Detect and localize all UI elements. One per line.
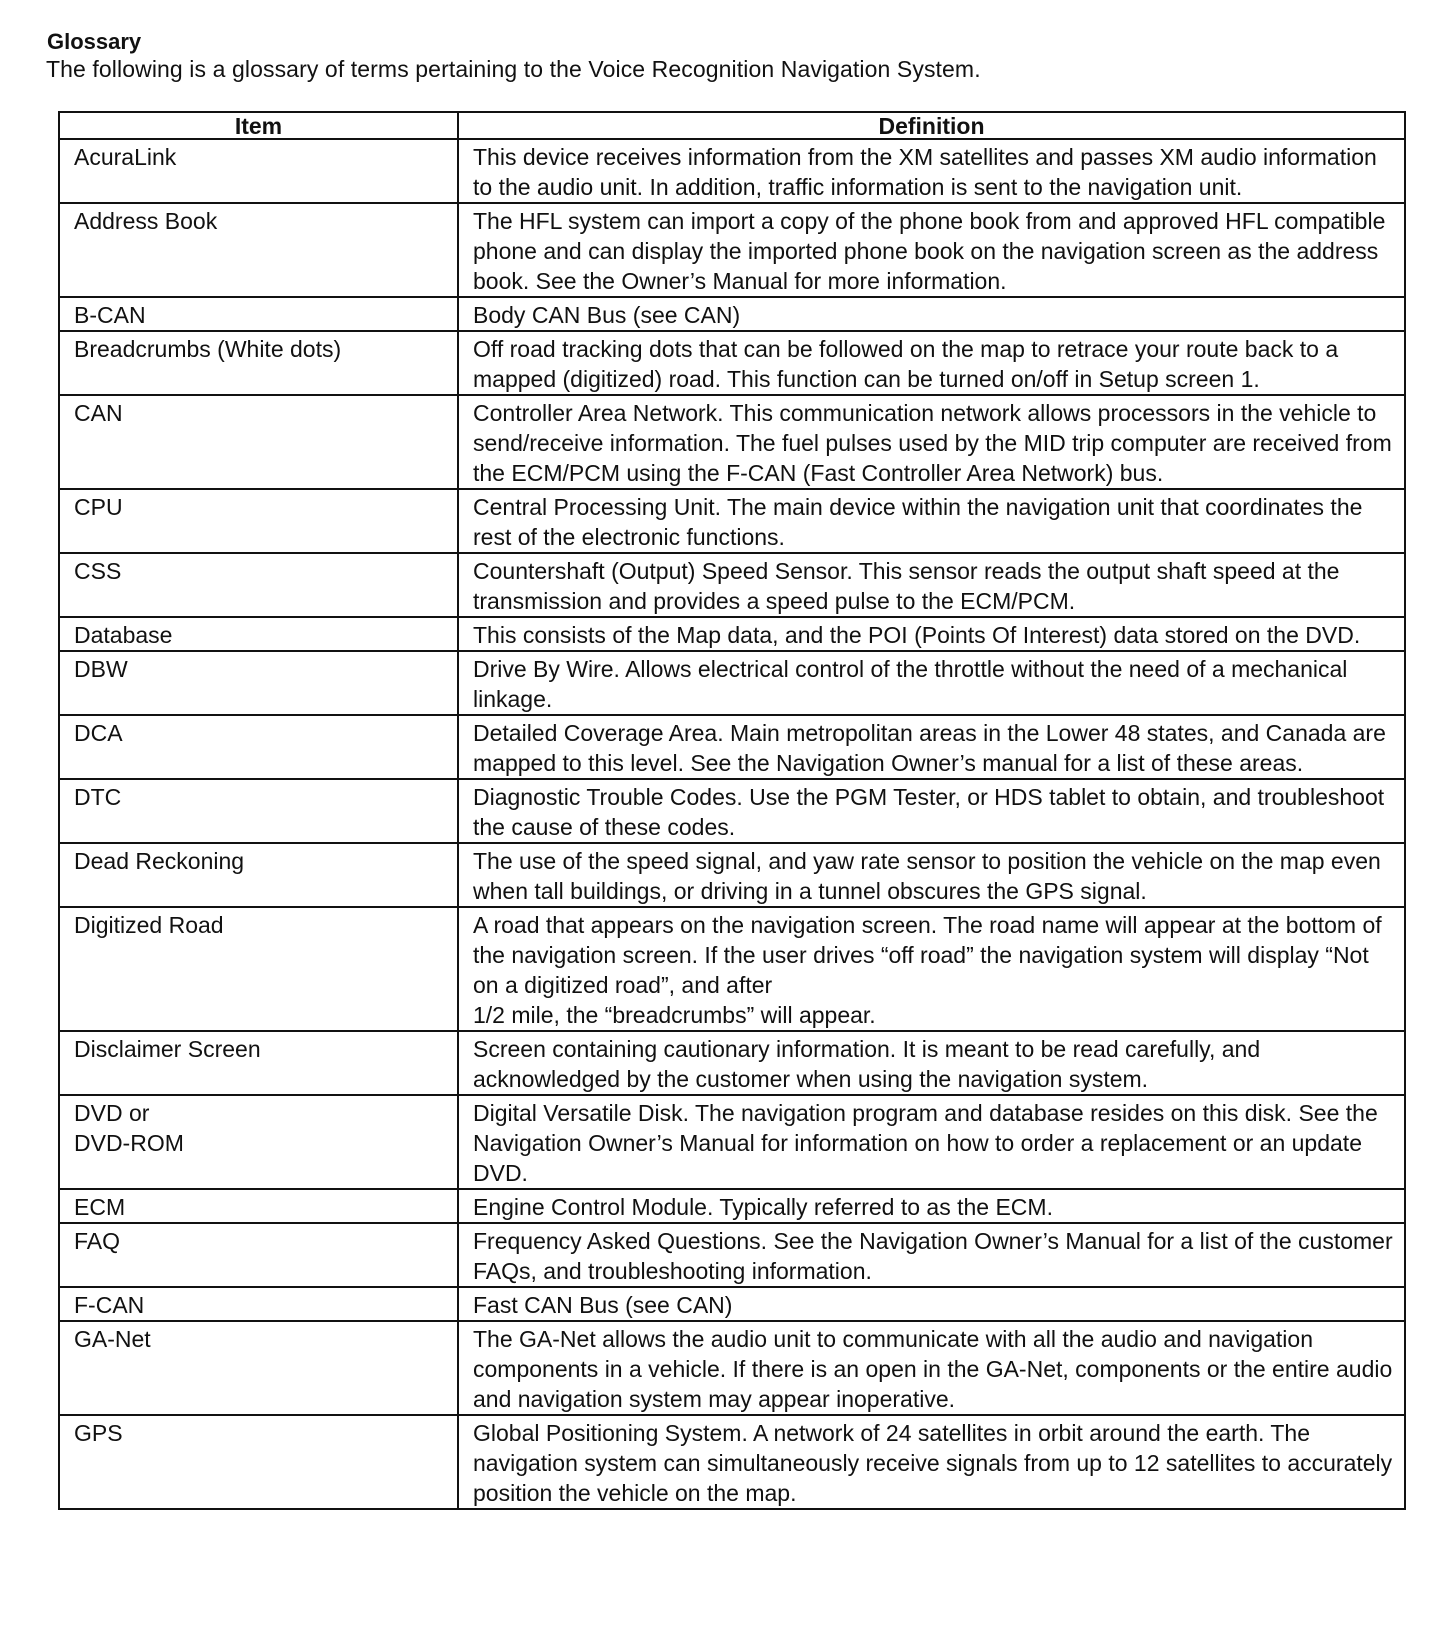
- table-row: [59, 843, 1405, 907]
- table-row: [59, 907, 1405, 1031]
- definition-cell: The HFL system can import a copy of the phone book from and approved HFL compatible phone and can display the imported phone book on the navigation screen as the address book. See the Owner’s Manual for more information.: [458, 203, 1405, 297]
- table-row: [59, 297, 1405, 331]
- definition-cell: Digital Versatile Disk. The navigation program and database resides on this disk. See the Navigation Owner’s Manual for information on how to order a replacement or an update DVD.: [458, 1095, 1405, 1189]
- term-cell: Database: [59, 617, 458, 651]
- term-cell: FAQ: [59, 1223, 458, 1287]
- table-row: [59, 1095, 1405, 1189]
- definition-cell: The GA-Net allows the audio unit to communicate with all the audio and navigation components in a vehicle. If there is an open in the GA-Net, components or the entire audio and navigation system may appear inoperative.: [458, 1321, 1405, 1415]
- column-header-definition: Definition: [458, 112, 1405, 139]
- term-cell: F-CAN: [59, 1287, 458, 1321]
- table-row: [59, 203, 1405, 297]
- term-cell: Address Book: [59, 203, 458, 297]
- term-cell: Disclaimer Screen: [59, 1031, 458, 1095]
- table-row: [59, 1189, 1405, 1223]
- term-cell: GPS: [59, 1415, 458, 1509]
- glossary-body: [59, 139, 1405, 1509]
- table-row: [59, 139, 1405, 203]
- definition-cell: Body CAN Bus (see CAN): [458, 297, 1405, 331]
- definition-cell: Detailed Coverage Area. Main metropolitan areas in the Lower 48 states, and Canada are mapped to this level. See the Navigation Owner’s manual for a list of these areas.: [458, 715, 1405, 779]
- term-cell: CAN: [59, 395, 458, 489]
- term-cell: DTC: [59, 779, 458, 843]
- table-row: [59, 1321, 1405, 1415]
- definition-cell: Fast CAN Bus (see CAN): [458, 1287, 1405, 1321]
- intro-text: The following is a glossary of terms pertaining to the Voice Recognition Navigation System.: [46, 56, 981, 82]
- term-cell: DBW: [59, 651, 458, 715]
- term-cell: CSS: [59, 553, 458, 617]
- term-cell: DVD or DVD-ROM: [59, 1095, 458, 1189]
- definition-cell: Central Processing Unit. The main device within the navigation unit that coordinates the rest of the electronic functions.: [458, 489, 1405, 553]
- table-row: [59, 651, 1405, 715]
- definition-cell: This consists of the Map data, and the POI (Points Of Interest) data stored on the DVD.: [458, 617, 1405, 651]
- table-row: [59, 1031, 1405, 1095]
- table-row: [59, 395, 1405, 489]
- definition-cell: Engine Control Module. Typically referred to as the ECM.: [458, 1189, 1405, 1223]
- term-cell: Digitized Road: [59, 907, 458, 1031]
- definition-cell: Screen containing cautionary information. It is meant to be read carefully, and acknowledged by the customer when using the navigation system.: [458, 1031, 1405, 1095]
- term-cell: DCA: [59, 715, 458, 779]
- definition-cell: Diagnostic Trouble Codes. Use the PGM Tester, or HDS tablet to obtain, and troubleshoot the cause of these codes.: [458, 779, 1405, 843]
- definition-cell: Off road tracking dots that can be followed on the map to retrace your route back to a mapped (digitized) road. This function can be turned on/off in Setup screen 1.: [458, 331, 1405, 395]
- term-cell: Breadcrumbs (White dots): [59, 331, 458, 395]
- table-row: [59, 1415, 1405, 1509]
- definition-cell: Drive By Wire. Allows electrical control of the throttle without the need of a mechanical linkage.: [458, 651, 1405, 715]
- glossary-table: [58, 111, 1406, 1510]
- column-header-item: Item: [59, 112, 458, 139]
- definition-cell: Frequency Asked Questions. See the Navigation Owner’s Manual for a list of the customer FAQs, and troubleshooting information.: [458, 1223, 1405, 1287]
- definition-cell: Controller Area Network. This communication network allows processors in the vehicle to send/receive information. The fuel pulses used by the MID trip computer are received from the ECM/PCM using the F-CAN (Fast Controller Area Network) bus.: [458, 395, 1405, 489]
- definition-cell: This device receives information from the XM satellites and passes XM audio information to the audio unit. In addition, traffic information is sent to the navigation unit.: [458, 139, 1405, 203]
- definition-cell: A road that appears on the navigation screen. The road name will appear at the bottom of the navigation screen. If the user drives “off road” the navigation system will display “Not on a digitized road”, and after 1/2 mile, the “breadcrumbs” will appear.: [458, 907, 1405, 1031]
- term-cell: Dead Reckoning: [59, 843, 458, 907]
- table-row: [59, 1287, 1405, 1321]
- term-cell: AcuraLink: [59, 139, 458, 203]
- page-title: Glossary: [47, 29, 142, 54]
- definition-cell: Countershaft (Output) Speed Sensor. This sensor reads the output shaft speed at the transmission and provides a speed pulse to the ECM/PCM.: [458, 553, 1405, 617]
- definition-cell: Global Positioning System. A network of 24 satellites in orbit around the earth. The navigation system can simultaneously receive signals from up to 12 satellites to accurately position the vehicle on the map.: [458, 1415, 1405, 1509]
- table-row: [59, 553, 1405, 617]
- table-row: [59, 779, 1405, 843]
- table-row: [59, 489, 1405, 553]
- definition-cell: The use of the speed signal, and yaw rate sensor to position the vehicle on the map even when tall buildings, or driving in a tunnel obscures the GPS signal.: [458, 843, 1405, 907]
- table-row: [59, 617, 1405, 651]
- table-row: [59, 715, 1405, 779]
- table-row: [59, 331, 1405, 395]
- term-cell: CPU: [59, 489, 458, 553]
- term-cell: B-CAN: [59, 297, 458, 331]
- table-row: [59, 1223, 1405, 1287]
- term-cell: GA-Net: [59, 1321, 458, 1415]
- table-header-row: [59, 112, 1405, 139]
- term-cell: ECM: [59, 1189, 458, 1223]
